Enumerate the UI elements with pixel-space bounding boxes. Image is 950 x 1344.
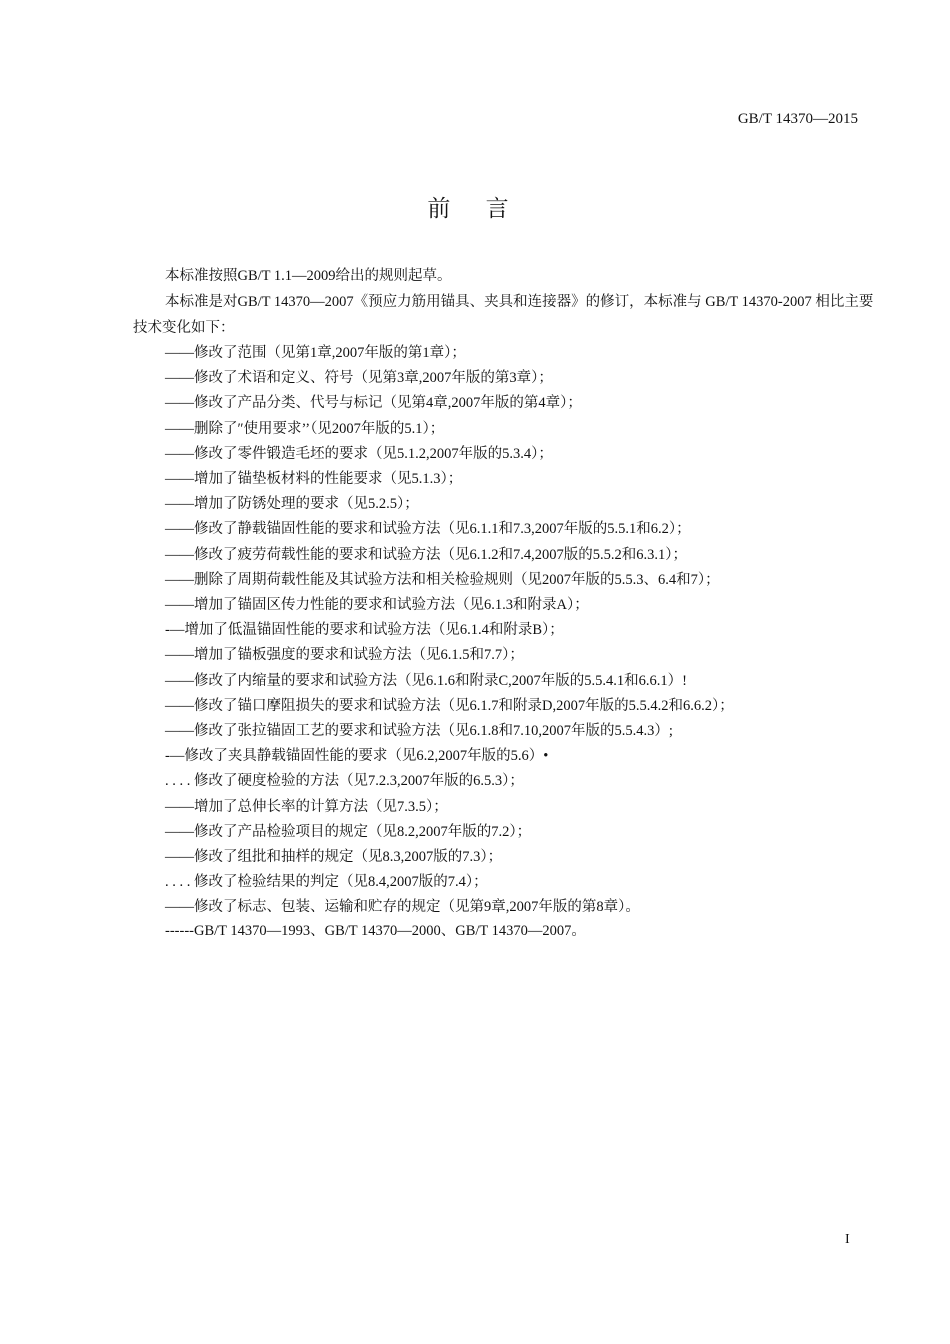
list-item: ——修改了内缩量的要求和试验方法（见6.1.6和附录C,2007年版的5.5.4.1和6.6.1）!	[165, 672, 687, 689]
list-item: ——删除了周期荷载性能及其试验方法和相关检验规则（见2007年版的5.5.3、6.4和7）；	[165, 571, 720, 588]
intro-paragraph: 本标准按照GB/T 1.1—2009给出的规则起草。	[165, 268, 452, 284]
list-item: ——增加了锚固区传力性能的要求和试验方法（见6.1.3和附录A）；	[165, 597, 589, 614]
list-item: ——修改了产品分类、代号与标记（见第4章,2007年版的第4章）；	[165, 395, 582, 412]
document-body	[133, 263, 878, 941]
list-item: -—修改了夹具静载锚固性能的要求（见6.2,2007年版的5.6）•	[165, 748, 549, 765]
list-item: . . . . 修改了硬度检验的方法（见7.2.3,2007年版的6.5.3）；	[165, 773, 524, 790]
list-item: ——删除了″使用要求’’（见2007年版的5.1）；	[165, 420, 445, 437]
change-list	[133, 341, 878, 941]
list-item: ——修改了张拉锚固工艺的要求和试验方法（见6.1.8和7.10,2007年版的5.5.4.3）;	[165, 723, 673, 740]
page-title: 前 言	[427, 196, 523, 222]
list-item: ——修改了零件锻造毛坯的要求（见5.1.2,2007年版的5.3.4）；	[165, 445, 553, 462]
standard-code: GB/T 14370—2015	[737, 111, 858, 127]
list-item: ——修改了范围（见第1章,2007年版的第1章）；	[165, 345, 466, 361]
list-item: -—增加了低温锚固性能的要求和试验方法（见6.1.4和附录B）；	[165, 622, 564, 639]
list-item: ——增加了防锈处理的要求（见5.2.5）；	[165, 496, 419, 513]
list-item: ——增加了锚垫板材料的性能要求（见5.1.3）；	[165, 471, 463, 488]
list-item: ——增加了锚板强度的要求和试验方法（见6.1.5和7.7）；	[165, 647, 524, 664]
page-number: I	[845, 1232, 850, 1247]
list-item: ——修改了疲劳荷载性能的要求和试验方法（见6.1.2和7.4,2007版的5.5.2和6.3.1）；	[165, 546, 687, 563]
list-item: ——增加了总伸长率的计算方法（见7.3.5）；	[165, 798, 448, 815]
list-item: ——修改了产品检验项目的规定（见8.2,2007年版的7.2）；	[165, 823, 532, 840]
intro-paragraph: 本标准是对GB/T 14370—2007《预应力筋用锚具、夹具和连接器》的修订，本标准与 GB/T 14370-2007 相比主要技术变化如下：	[133, 294, 874, 336]
list-item: ——修改了组批和抽样的规定（见8.3,2007版的7.3）；	[165, 849, 503, 866]
list-item: ——修改了锚口摩阻损失的要求和试验方法（见6.1.7和附录D,2007年版的5.5.4.2和6.6.2）；	[165, 697, 734, 714]
list-item: ——修改了术语和定义、符号（见第3章,2007年版的第3章）；	[165, 370, 553, 387]
list-item: ------GB/T 14370—1993、GB/T 14370—2000、GB/T 14370—2007。	[165, 922, 586, 939]
list-item: ——修改了静载锚固性能的要求和试验方法（见6.1.1和7.3,2007年版的5.5.1和6.2）；	[165, 521, 691, 538]
list-item: ——修改了标志、包装、运输和贮存的规定（见第9章,2007年版的第8章）。	[165, 899, 640, 916]
list-item: . . . . 修改了检验结果的判定（见8.4,2007版的7.4）；	[165, 874, 488, 891]
